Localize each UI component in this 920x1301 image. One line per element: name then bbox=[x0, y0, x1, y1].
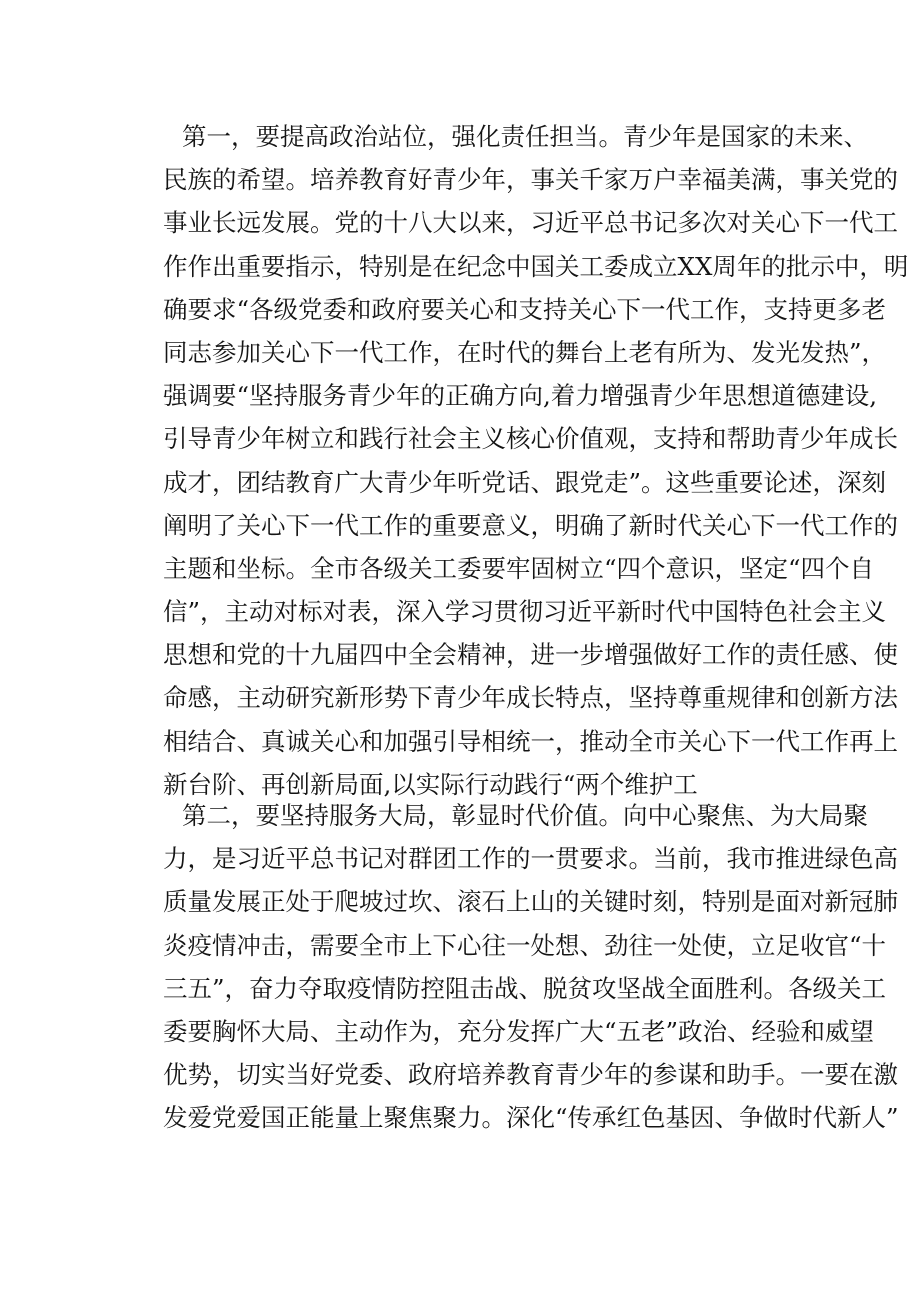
text-line: 主题和坐标。全市各级关工委要牢固树立“四个意识，坚定“四个自 bbox=[163, 553, 875, 583]
text-line: 思想和党的十九届四中全会精神，进一步增强做好工作的责任感、使 bbox=[163, 640, 898, 670]
text-line: 确要求“各级党委和政府要关心和支持关心下一代工作，支持更多老 bbox=[163, 294, 887, 324]
paragraph-first-political-stance bbox=[163, 115, 909, 806]
paragraph-second-serve-overall bbox=[163, 794, 899, 1140]
text-line: 作作出重要指示，特别是在纪念中国关工委成立XX周年的批示中，明 bbox=[163, 251, 909, 281]
text-line: 第二，要坚持服务大局，彰显时代价值。向中心聚焦、为大局聚 bbox=[182, 801, 868, 830]
text-line: 事业长远发展。党的十八大以来，习近平总书记多次对关心下一代工 bbox=[163, 208, 898, 238]
text-line: 第一，要提高政治站位，强化责任担当。青少年是国家的未来、 bbox=[182, 122, 868, 151]
text-line: 力，是习近平总书记对群团工作的一贯要求。当前，我市推进绿色高 bbox=[163, 844, 898, 874]
text-line: 引导青少年树立和践行社会主义核心价值观，支持和帮助青少年成长 bbox=[163, 424, 898, 454]
text-line: 质量发展正处于爬坡过坎、滚石上山的关键时刻，特别是面对新冠肺 bbox=[163, 887, 898, 917]
text-line: 同志参加关心下一代工作，在时代的舞台上老有所为、发光发热”， bbox=[163, 337, 887, 367]
text-line: 相结合、真诚关心和加强引导相统一，推动全市关心下一代工作再上 bbox=[163, 726, 898, 756]
text-line: 优势，切实当好党委、政府培养教育青少年的参谋和助手。一要在激 bbox=[163, 1060, 898, 1090]
text-line: 委要胸怀大局、主动作为，充分发挥广大“五老”政治、经验和威望 bbox=[163, 1016, 875, 1046]
text-line: 信”，主动对标对表，深入学习贯彻习近平新时代中国特色社会主义 bbox=[163, 597, 887, 627]
text-line: 炎疫情冲击，需要全市上下心往一处想、劲往一处使，立足收官“十 bbox=[163, 930, 887, 960]
text-line: 新台阶、再创新局面,以实际行动践行“两个维护工 bbox=[163, 769, 698, 799]
text-line: 民族的希望。培养教育好青少年，事关千家万户幸福美满，事关党的 bbox=[163, 165, 898, 195]
text-line: 强调要“坚持服务青少年的正确方向,着力增强青少年思想道德建设, bbox=[163, 381, 878, 411]
text-line: 三五”，奋力夺取疫情防控阻击战、脱贫攻坚战全面胜利。各级关工 bbox=[163, 973, 887, 1003]
text-line: 成才，团结教育广大青少年听党话、跟党走”。这些重要论述，深刻 bbox=[163, 467, 887, 497]
text-line: 发爱党爱国正能量上聚焦聚力。深化“传承红色基因、争做时代新人” bbox=[163, 1103, 899, 1133]
text-line: 命感，主动研究新形势下青少年成长特点，坚持尊重规律和创新方法 bbox=[163, 683, 898, 713]
text-line: 阐明了关心下一代工作的重要意义，明确了新时代关心下一代工作的 bbox=[163, 510, 898, 540]
